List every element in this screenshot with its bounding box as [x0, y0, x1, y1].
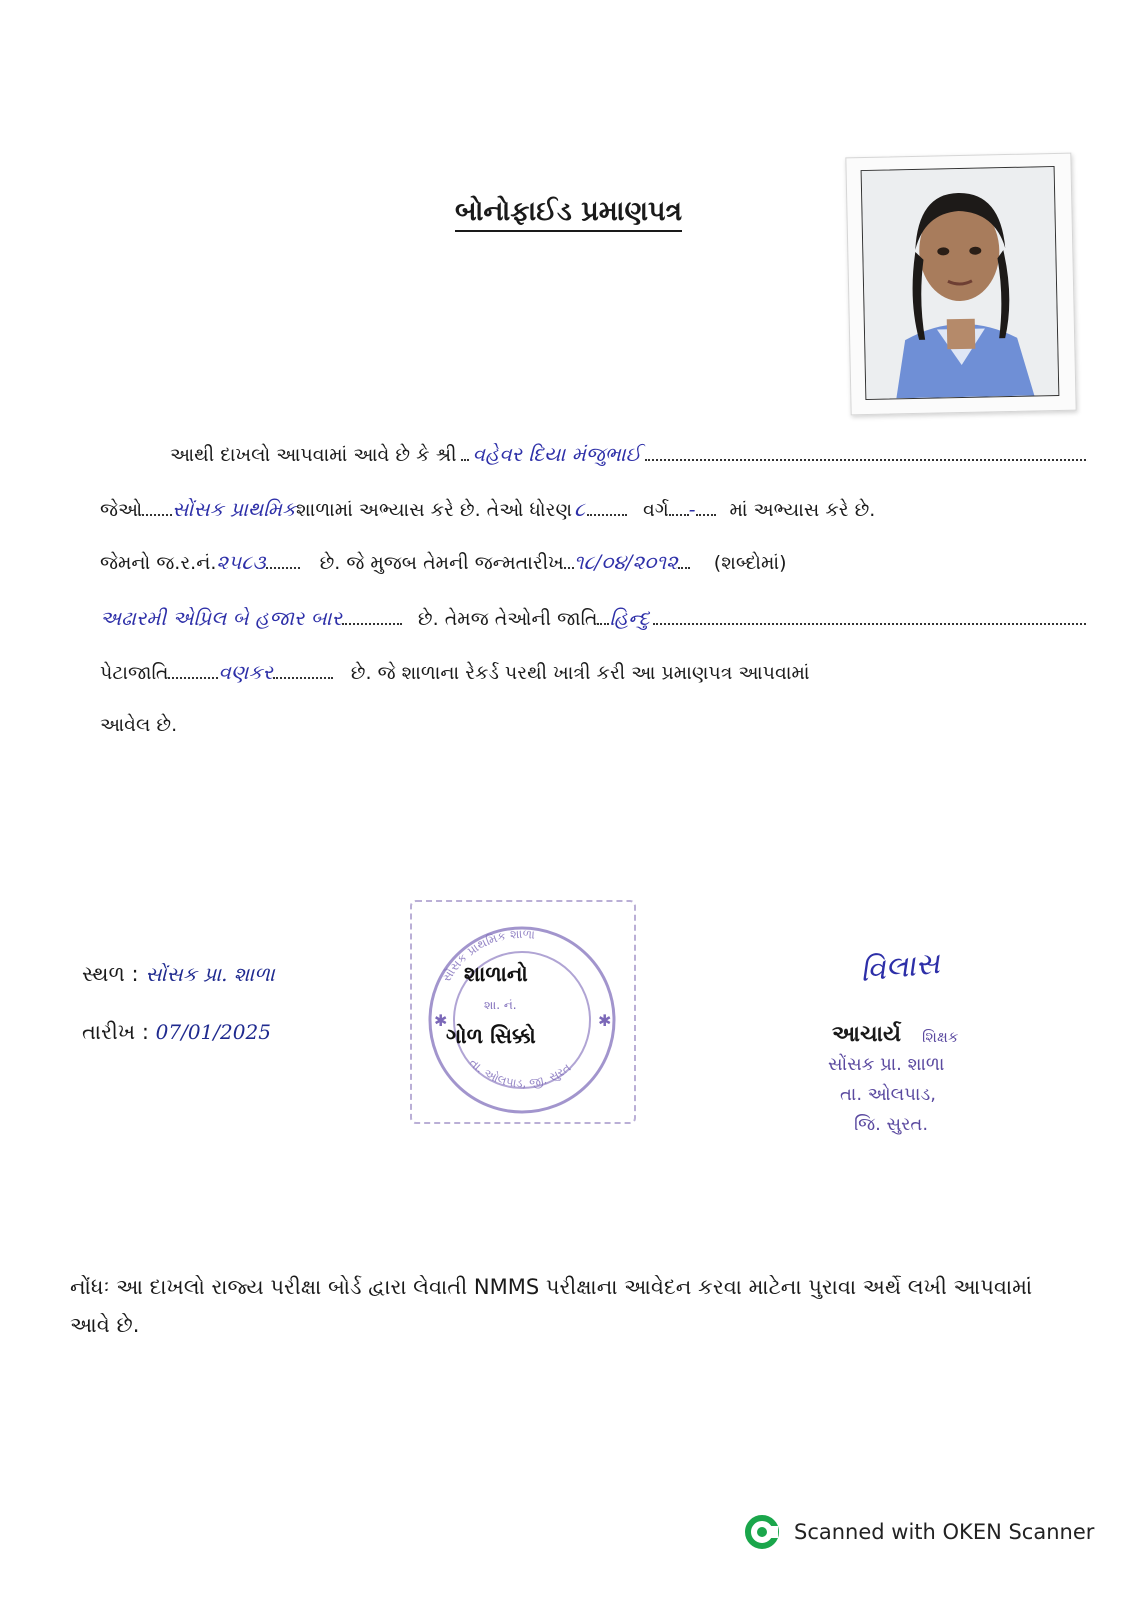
place-row	[82, 962, 275, 987]
stamp-star-left: ✱	[434, 1011, 448, 1030]
intro-text: આથી દાખલો આપવામાં આવે છે કે શ્રી	[170, 444, 457, 466]
division: -	[688, 497, 696, 521]
footnote: નોંધઃ આ દાખલો રાજ્ય પરીક્ષા બોર્ડ દ્વારા લેવાતી NMMS પરીક્ષાના આવેદન કરવા માટેના પુરાવા અર્થે લખી આપવામાં આવે છે.	[70, 1275, 1033, 1337]
caste: હિન્દુ	[609, 606, 650, 630]
school-stamp	[410, 900, 636, 1124]
principal-signature-block	[810, 940, 1010, 1150]
place-value: સોંસક પ્રા. શાળા	[145, 962, 275, 986]
text-study-suffix: માં અભ્યાસ કરે છે.	[729, 499, 876, 521]
body-line-5	[100, 660, 1090, 684]
svg-text:તા. ઓલપાડ, જી. સુરત	[467, 1056, 574, 1091]
scanner-watermark	[744, 1514, 1094, 1550]
text-school-study: શાળામાં અભ્યાસ કરે છે. તેઓ ધોરણ	[296, 499, 573, 521]
certificate-title: બોનોફાઈડ પ્રમાણપત્ર	[455, 196, 682, 232]
place-label: સ્થળ :	[82, 962, 139, 986]
text-gr-number-label: જેમનો જ.ર.નં.	[100, 552, 217, 574]
school-name: સોંસક પ્રાથમિક	[172, 497, 297, 521]
seal-line-4: જિ. સુરત.	[854, 1114, 929, 1135]
text-record-verified: છે. જે શાળાના રેકર્ડ પરથી ખાત્રી કરી આ પ્રમાણપત્ર આપવામાં	[350, 662, 810, 684]
standard: ૮	[574, 497, 586, 521]
scanner-watermark-text: Scanned with OKEN Scanner	[794, 1520, 1095, 1544]
birth-date: ૧૮/૦૪/૨૦૧૨	[573, 550, 678, 574]
seal-line-3: તા. ઓલપાડ,	[840, 1084, 936, 1105]
body-line-3	[100, 550, 1090, 574]
text-varg: વર્ગ	[643, 499, 669, 521]
date-row	[82, 1020, 271, 1045]
body-line-4	[100, 606, 1090, 630]
student-photo	[861, 166, 1060, 400]
stamp-label-line1: શાળાનો	[464, 962, 528, 986]
stamp-label-line2: ગોળ સિક્કો	[446, 1024, 536, 1048]
stamp-ring-bottom-text: તા. ઓલપાડ, જી. સુરત	[466, 1055, 574, 1091]
body-line-1	[100, 442, 1090, 466]
student-name: વહેવર દિયા મંજુભાઈ	[472, 442, 642, 466]
gr-number: ૨૫૮૩	[216, 550, 266, 574]
text-issued: આવેલ છે.	[100, 714, 178, 736]
principal-title: આચાર્ય	[832, 1022, 901, 1047]
text-subcaste-label: પેટાજાતિ	[100, 662, 169, 684]
signature-scribble: વિલાસ	[858, 945, 942, 990]
date-value: 07/01/2025	[155, 1020, 271, 1044]
text-in-words: (શબ્દોમાં)	[713, 552, 787, 574]
stamp-star-right: ✱	[598, 1011, 612, 1030]
date-label: તારીખ :	[82, 1020, 149, 1044]
text-caste-label: છે. તેમજ તેઓની જાતિ	[417, 608, 598, 630]
text-birthdate-label: છે. જે મુજબ તેમની જન્મતારીખ	[319, 552, 564, 574]
student-photo-frame	[845, 153, 1076, 416]
text-jeo: જેઓ	[100, 499, 143, 521]
stamp-ring-top-text: સોંસક પ્રાથમિક શાળા	[439, 926, 536, 985]
seal-line-2: સોંસક પ્રા. શાળા	[828, 1054, 945, 1075]
stamp-center-hint: શા. નં.	[484, 998, 517, 1012]
seal-line-1: શિક્ષક	[922, 1028, 959, 1046]
student-photo-illustration	[862, 167, 1059, 399]
certificate-body	[100, 440, 1090, 740]
birth-date-words: અઢારમી એપ્રિલ બે હજાર બાર	[100, 606, 342, 630]
body-line-2	[100, 497, 1090, 521]
body-line-6	[100, 714, 1090, 736]
stamp-ring	[412, 902, 634, 1122]
sub-caste: વણકર	[218, 660, 273, 684]
oken-scanner-logo-icon	[744, 1514, 780, 1550]
